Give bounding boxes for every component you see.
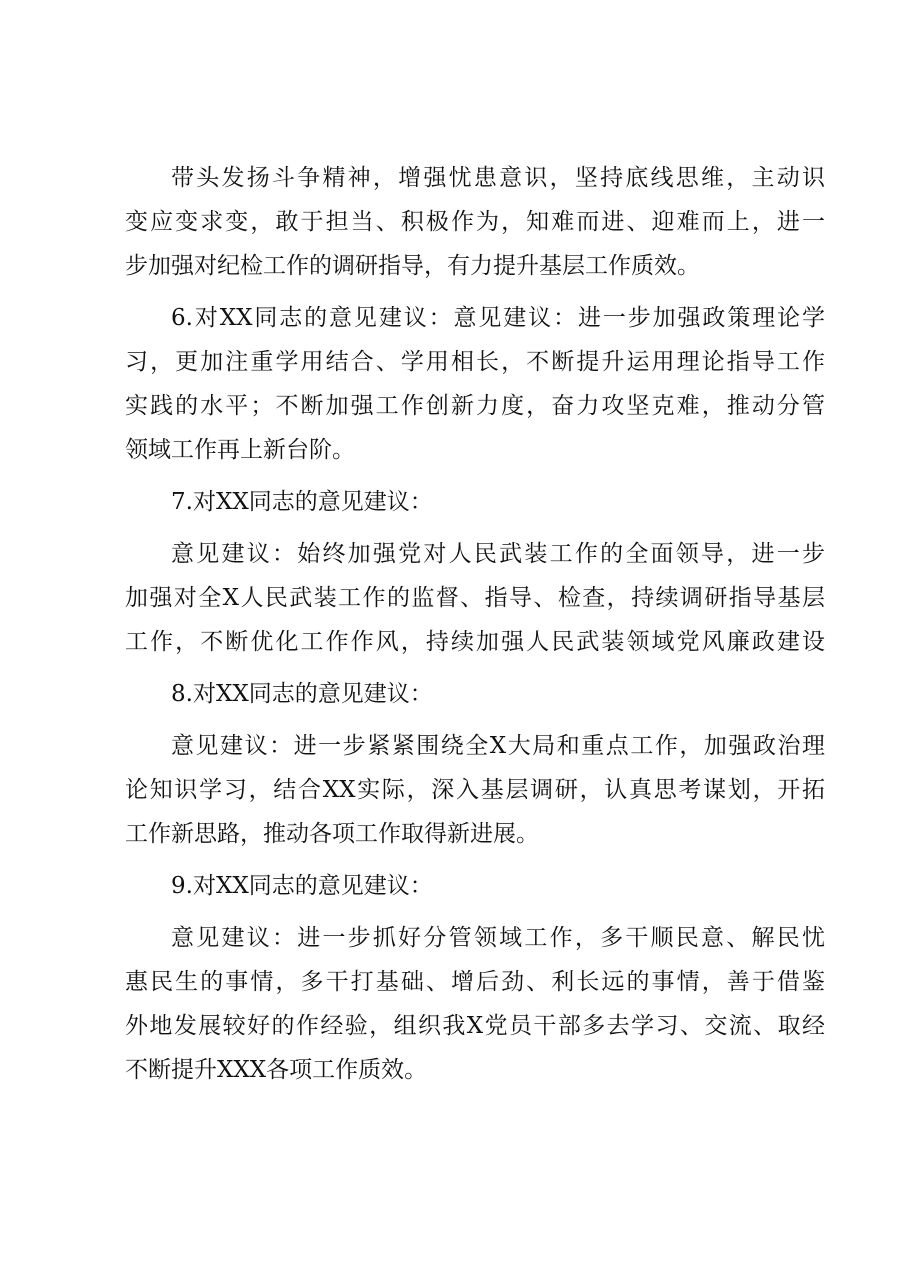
paragraph-8 [125,916,825,1092]
text-line: 外地发展较好的作经验，组织我X党员干部多去学习、交流、取经 [125,1013,825,1039]
paragraph-2 [125,296,825,472]
text-line: 带头发扬斗争精神，增强忧患意识，坚持底线思维，主动识 [171,165,825,191]
text-line: 步加强对纪检工作的调研指导，有力提升基层工作质效。 [125,253,700,279]
paragraph-3-heading [125,480,825,524]
text-line: 意见建议：进一步抓好分管领域工作，多干顺民意、解民忧 [171,925,825,951]
section-heading: 7.对XX同志的意见建议： [171,489,433,515]
paragraph-4 [125,532,825,664]
text-line: 工作，不断优化工作作风，持续加强人民武装领域党风廉政建设 [125,629,825,655]
text-line: 实践的水平；不断加强工作创新力度，奋力攻坚克难，推动分管 [125,393,825,419]
text-line: 习，更加注重学用结合、学用相长，不断提升运用理论指导工作 [125,349,825,375]
text-line: 惠民生的事情，多干打基础、增后劲、利长远的事情，善于借鉴 [125,969,825,995]
text-line: 加强对全X人民武装工作的监督、指导、检查，持续调研指导基层 [125,585,825,611]
text-line: 领域工作再上新台阶。 [125,437,355,463]
section-heading: 9.对XX同志的意见建议： [171,873,433,899]
paragraph-6 [125,724,825,856]
section-heading: 8.对XX同志的意见建议： [171,681,433,707]
paragraph-5-heading [125,672,825,716]
text-line: 意见建议：始终加强党对人民武装工作的全面领导，进一步 [171,541,825,567]
paragraph-1 [125,156,825,288]
text-line: 工作新思路，推动各项工作取得新进展。 [125,821,539,847]
text-line: 6.对XX同志的意见建议：意见建议：进一步加强政策理论学 [171,305,825,331]
document-body [125,156,825,1092]
text-line: 意见建议：进一步紧紧围绕全X大局和重点工作，加强政治理 [171,733,825,759]
text-line: 论知识学习，结合XX实际，深入基层调研，认真思考谋划，开拓 [125,777,825,803]
paragraph-7-heading [125,864,825,908]
text-line: 不断提升XXX各项工作质效。 [125,1057,428,1083]
text-line: 变应变求变，敢于担当、积极作为，知难而进、迎难而上，进一 [125,209,825,235]
